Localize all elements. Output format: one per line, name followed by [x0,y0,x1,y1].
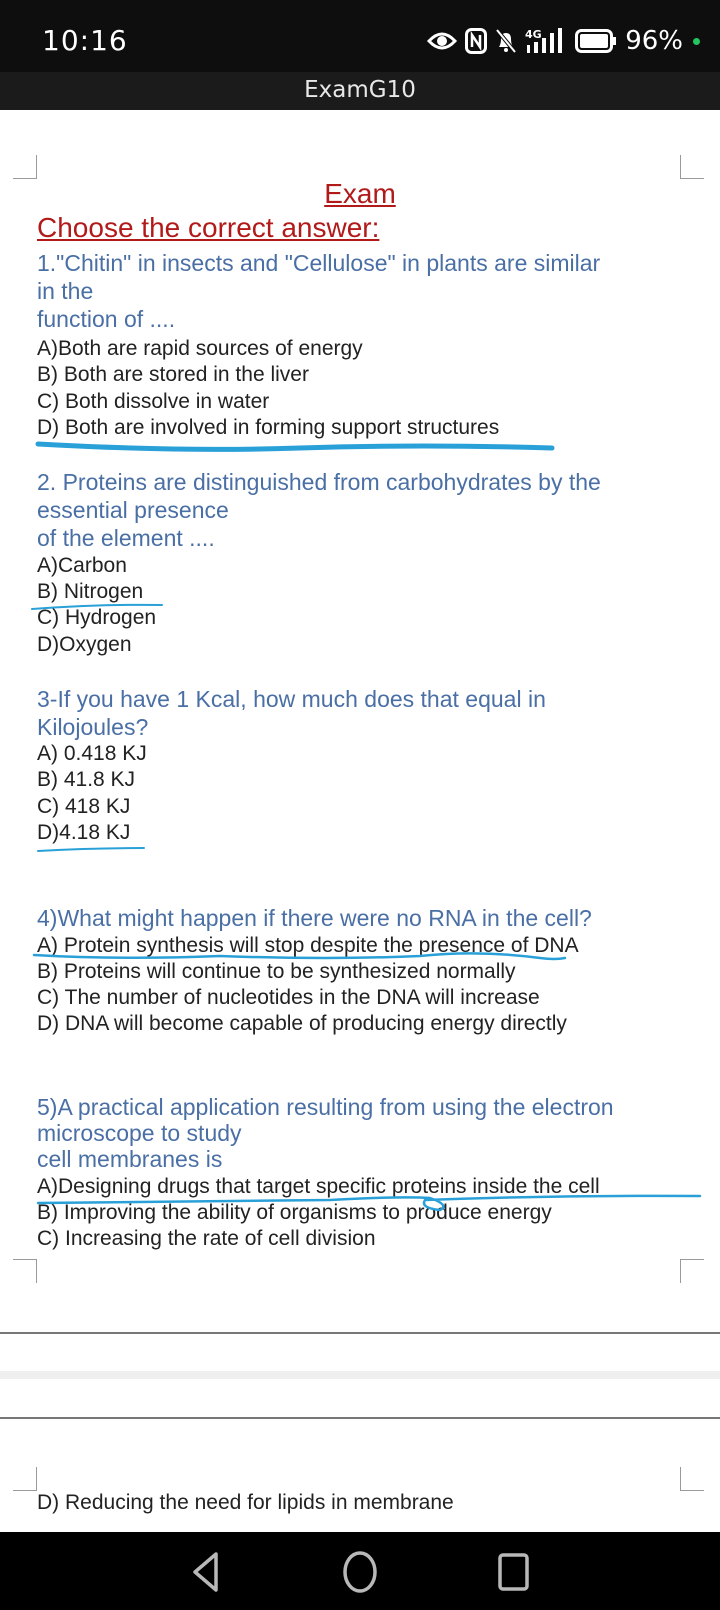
page-divider [0,1417,720,1419]
question-line: of the element .... [37,525,215,551]
option-2d: D)Oxygen [37,633,132,656]
question-line: in the [37,278,94,304]
back-button[interactable] [186,1552,226,1592]
status-icons [427,26,700,56]
option-3d: D)4.18 KJ [37,821,131,844]
page-corner-marker [680,1259,704,1283]
question-line: 3-If you have 1 Kcal, how much does that equal in [37,686,546,712]
page-gap [0,1371,720,1379]
option-1c: C) Both dissolve in water [37,390,270,413]
option-4a: A) Protein synthesis will stop despite the presence of DNA [37,934,579,957]
option-3b: B) 41.8 KJ [37,768,136,791]
bell-muted-icon [495,28,517,54]
option-5d: D) Reducing the need for lipids in membrane [37,1491,454,1514]
page-corner-marker [680,155,704,179]
home-icon [342,1551,378,1593]
eye-icon [427,30,457,52]
option-2a: A)Carbon [37,554,127,577]
app-bar-title: ExamG10 [0,72,720,110]
recents-icon [497,1551,531,1593]
home-button[interactable] [340,1552,380,1592]
question-line: 5)A practical application resulting from using the electron [37,1094,614,1120]
option-1b: B) Both are stored in the liver [37,363,309,386]
page-corner-marker [13,1259,37,1283]
page-divider [0,1332,720,1334]
option-5b: B) Improving the ability of organisms to produce energy [37,1201,552,1224]
instruction-heading: Choose the correct answer: [37,212,380,243]
option-2b: B) Nitrogen [37,580,144,603]
question-line: microscope to study [37,1120,242,1146]
privacy-indicator-dot [693,38,700,45]
question-line: 1."Chitin" in insects and "Cellulose" in plants are similar [37,250,601,276]
page-corner-marker [680,1467,704,1491]
option-5a: A)Designing drugs that target specific proteins inside the cell [37,1175,600,1198]
question-1 [37,249,677,333]
question-line: 4)What might happen if there were no RNA in the cell? [37,905,592,931]
page-corner-marker [13,155,37,179]
question-4 [37,904,677,932]
question-5 [37,1094,677,1172]
navigation-bar [0,1532,720,1610]
page-corner-marker [13,1467,37,1491]
question-line: Kilojoules? [37,714,149,740]
status-bar [0,0,720,72]
option-1a: A)Both are rapid sources of energy [37,337,363,360]
back-icon [190,1551,222,1593]
question-line: function of .... [37,306,176,332]
nfc-icon [465,28,487,54]
battery-icon [575,29,617,53]
option-2c: C) Hydrogen [37,606,157,629]
question-line: 2. Proteins are distinguished from carbohydrates by the [37,469,601,495]
question-2 [37,468,677,552]
option-1d: D) Both are involved in forming support structures [37,416,500,439]
recents-button[interactable] [494,1552,534,1592]
question-line: essential presence [37,497,229,523]
option-4b: B) Proteins will continue to be synthesized normally [37,960,516,983]
document-title: Exam [324,178,396,209]
option-5c: C) Increasing the rate of cell division [37,1227,376,1250]
status-time: 10:16 [42,24,128,57]
option-3c: C) 418 KJ [37,795,131,818]
svg-text:4G: 4G [525,28,542,41]
option-4d: D) DNA will become capable of producing energy directly [37,1012,567,1035]
question-3 [37,685,677,741]
question-line: cell membranes is [37,1146,223,1172]
option-3a: A) 0.418 KJ [37,742,147,765]
option-4c: C) The number of nucleotides in the DNA will increase [37,986,540,1009]
signal-4g-icon [525,27,567,55]
battery-percent: 96% [625,26,683,56]
